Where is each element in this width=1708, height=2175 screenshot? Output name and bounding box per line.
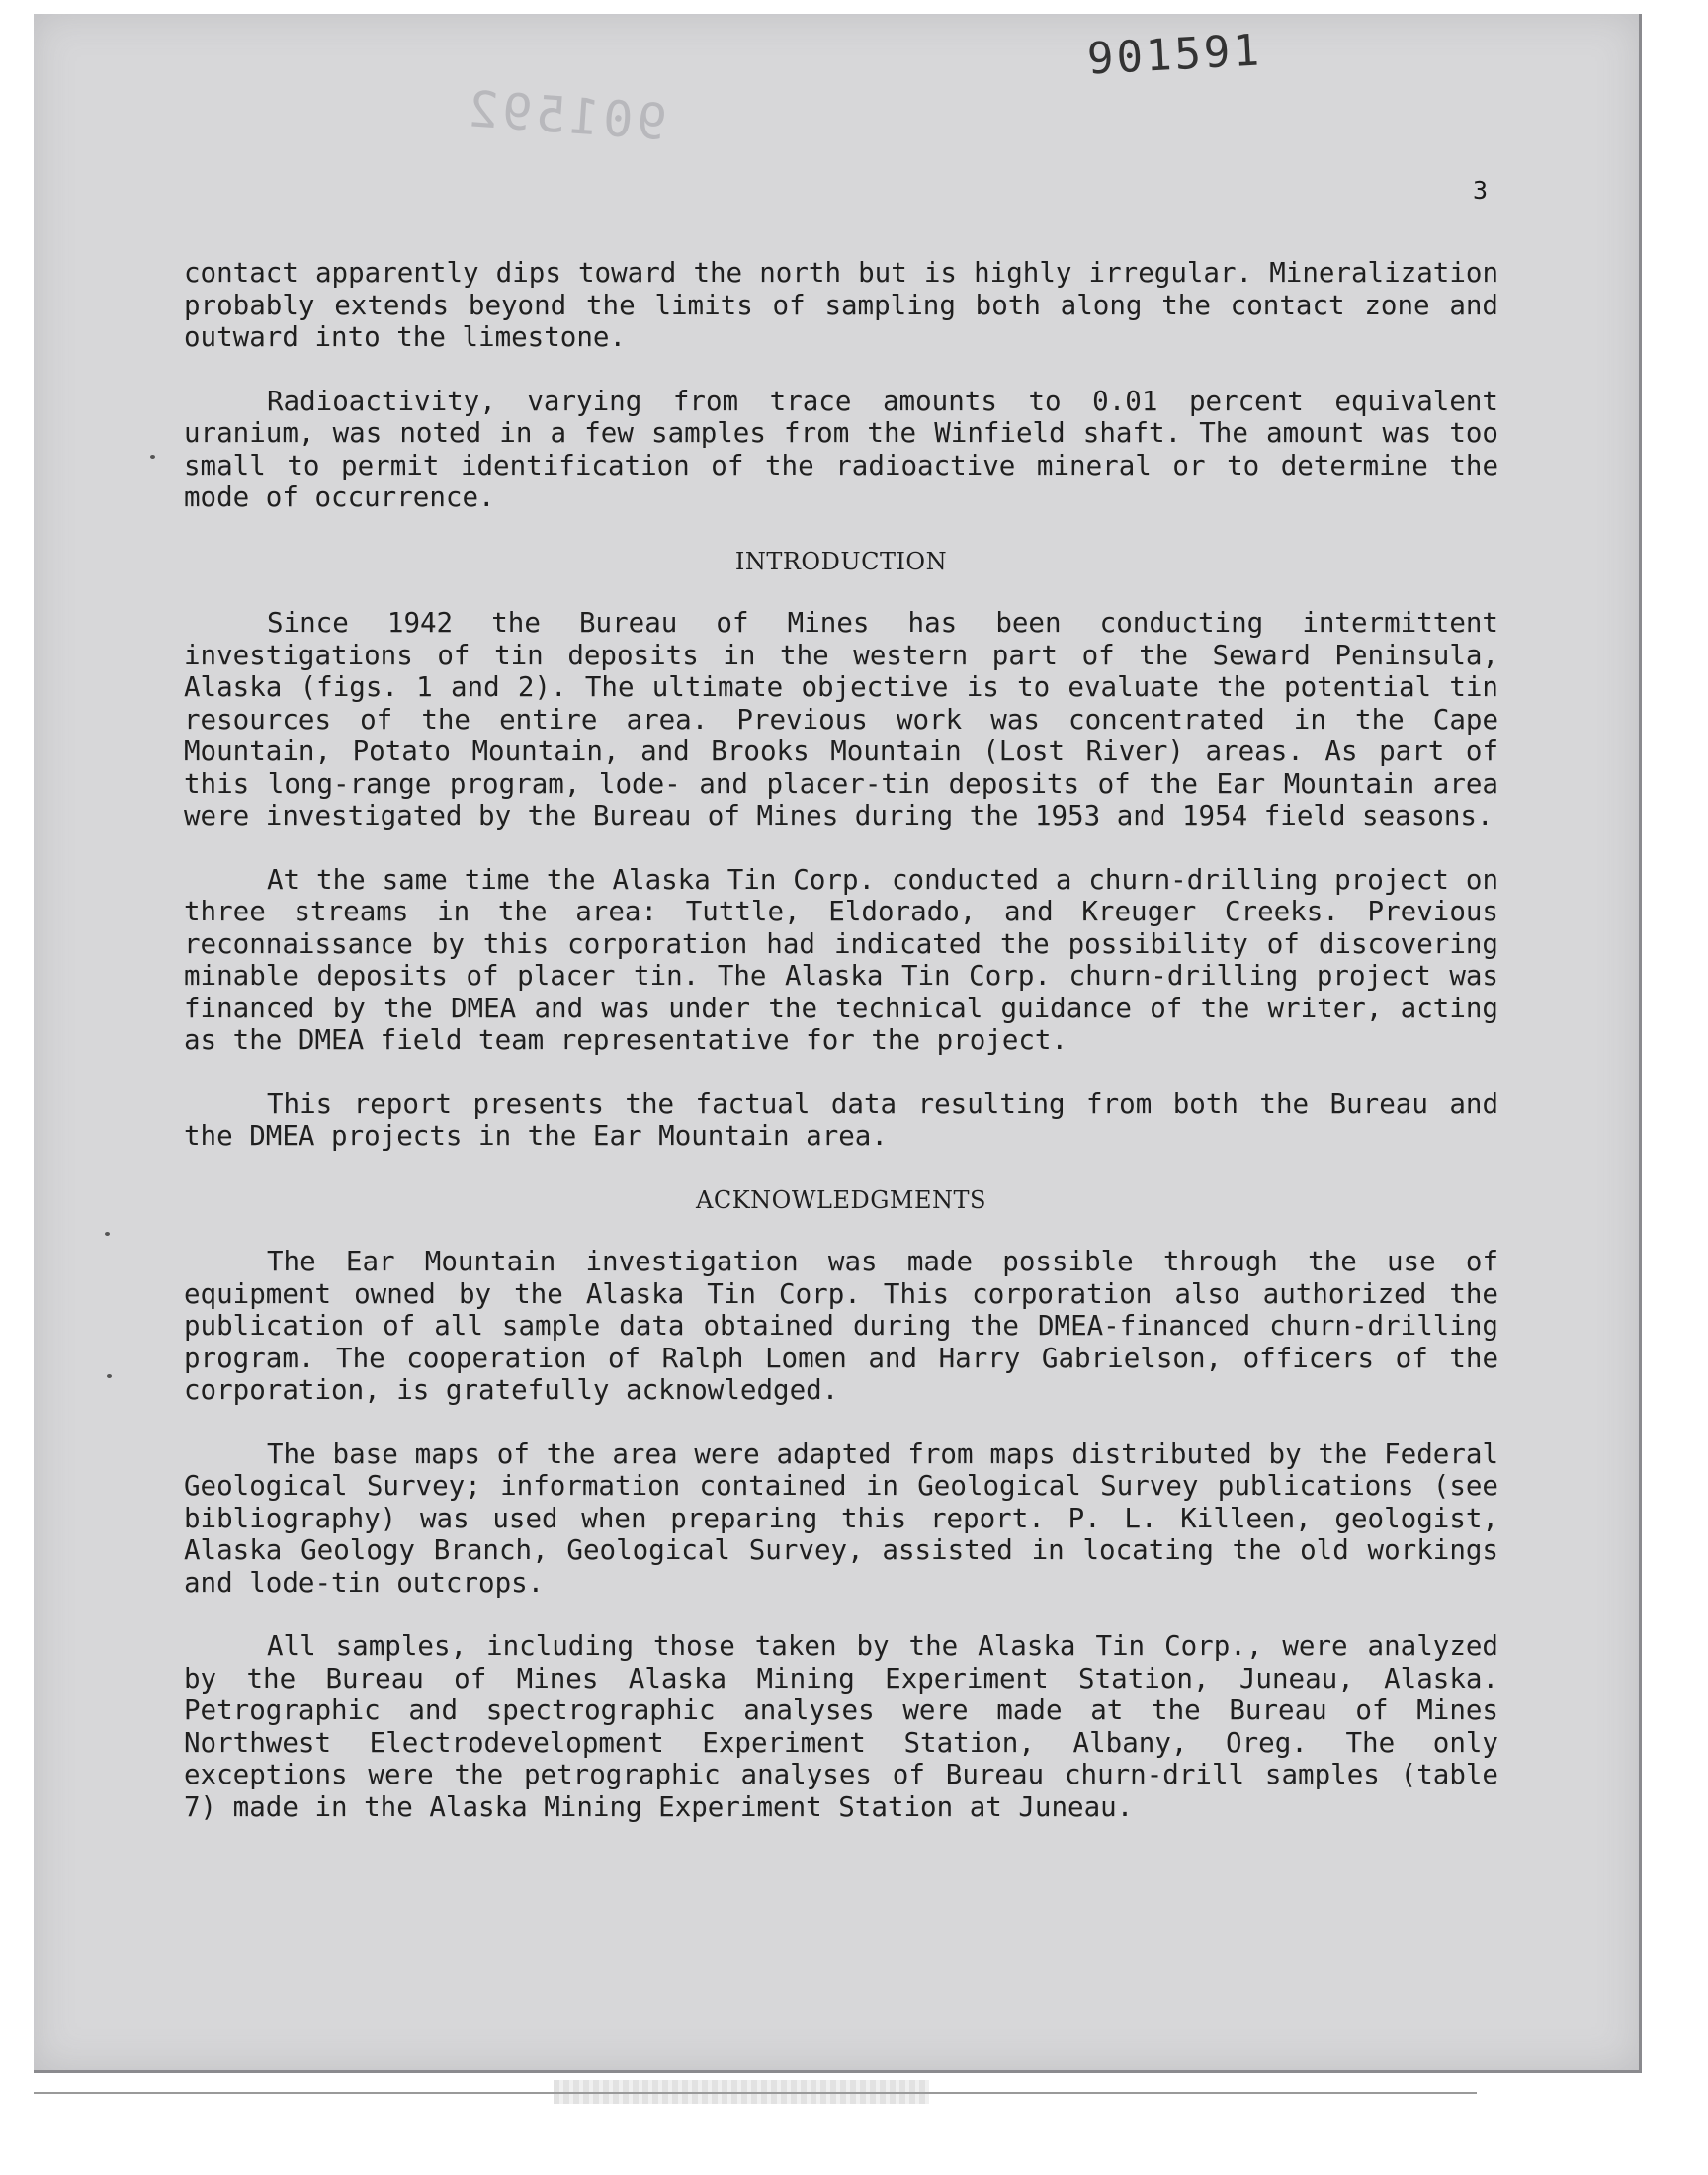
paragraph-report-scope: This report presents the factual data resulting from both the Bureau and the DMEA projects in the Ear Mountain area. <box>184 1088 1498 1152</box>
paragraph-radioactivity: Radioactivity, varying from trace amounts to 0.01 percent equivalent uranium, was noted in a few samples from the Winfield shaft. The amount was too small to permit identification of the radioactive mineral or to determine the mode of occurrence. <box>184 385 1498 513</box>
paragraph-samples: All samples, including those taken by the Alaska Tin Corp., were analyzed by the Bureau of Mines Alaska Mining Experiment Station, Juneau, Alaska. Petrographic and spectrographic analyses were made at the Bureau of Mines Northwest Electrodevelopment Experiment Station, Albany, Oreg. The only exceptions were the petrographic analyses of Bureau churn-drill samples (table 7) made in the Alaska Mining Experiment Station at Juneau. <box>184 1630 1498 1823</box>
paragraph-churn-drilling: At the same time the Alaska Tin Corp. conducted a churn-drilling project on three streams in the area: Tuttle, Eldorado, and Kreuger Creeks. Previous reconnaissance by this corporation had indicated the possibility of discovering minable deposits of placer tin. The Alaska Tin Corp. churn-drilling project was financed by the DMEA and was under the technical guidance of the writer, acting as the DMEA field team representative for the project. <box>184 863 1498 1056</box>
paragraph-base-maps: The base maps of the area were adapted from maps distributed by the Federal Geological Survey; information contained in Geological Survey publications (see bibliography) was used when preparing this report. P. L. Killeen, geologist, Alaska Geology Branch, Geological Survey, assisted in locating the old workings and lode-tin outcrops. <box>184 1437 1498 1599</box>
scan-speck <box>105 1232 110 1236</box>
page-body <box>184 257 1498 1855</box>
section-heading-acknowledgments: ACKNOWLEDGMENTS <box>696 1185 986 1214</box>
scan-speck <box>107 1374 112 1378</box>
page-number: 3 <box>1473 176 1489 205</box>
paragraph-bureau-investigations: Since 1942 the Bureau of Mines has been conducting intermittent investigations of tin deposits in the western part of the Seward Peninsula, Alaska (figs. 1 and 2). The ultimate objective is to evaluate the potential tin resources of the entire area. Previous work was concentrated in the Cape Mountain, Potato Mountain, and Brooks Mountain (Lost River) areas. As part of this long-range program, lode- and placer-tin deposits of the Ear Mountain area were investigated by the Bureau of Mines during the 1953 and 1954 field seasons. <box>184 607 1498 831</box>
section-heading-introduction: INTRODUCTION <box>734 547 948 575</box>
paragraph-equipment: The Ear Mountain investigation was made possible through the use of equipment owned by the Alaska Tin Corp. This corporation also authorized the publication of all sample data obtained during the DMEA-financed churn-drilling program. The cooperation of Ralph Lomen and Harry Gabrielson, officers of the corporation, is gratefully acknowledged. <box>184 1246 1498 1406</box>
bleed-through-number: 901592 <box>463 79 669 152</box>
paragraph-contact: contact apparently dips toward the north but is highly irregular. Mineralization probably extends beyond the limits of sampling both along the contact zone and outward into the limestone. <box>184 257 1498 353</box>
scan-edge-line <box>34 2092 1477 2094</box>
document-id-number: 901591 <box>1085 25 1264 85</box>
scan-speck <box>150 455 155 459</box>
